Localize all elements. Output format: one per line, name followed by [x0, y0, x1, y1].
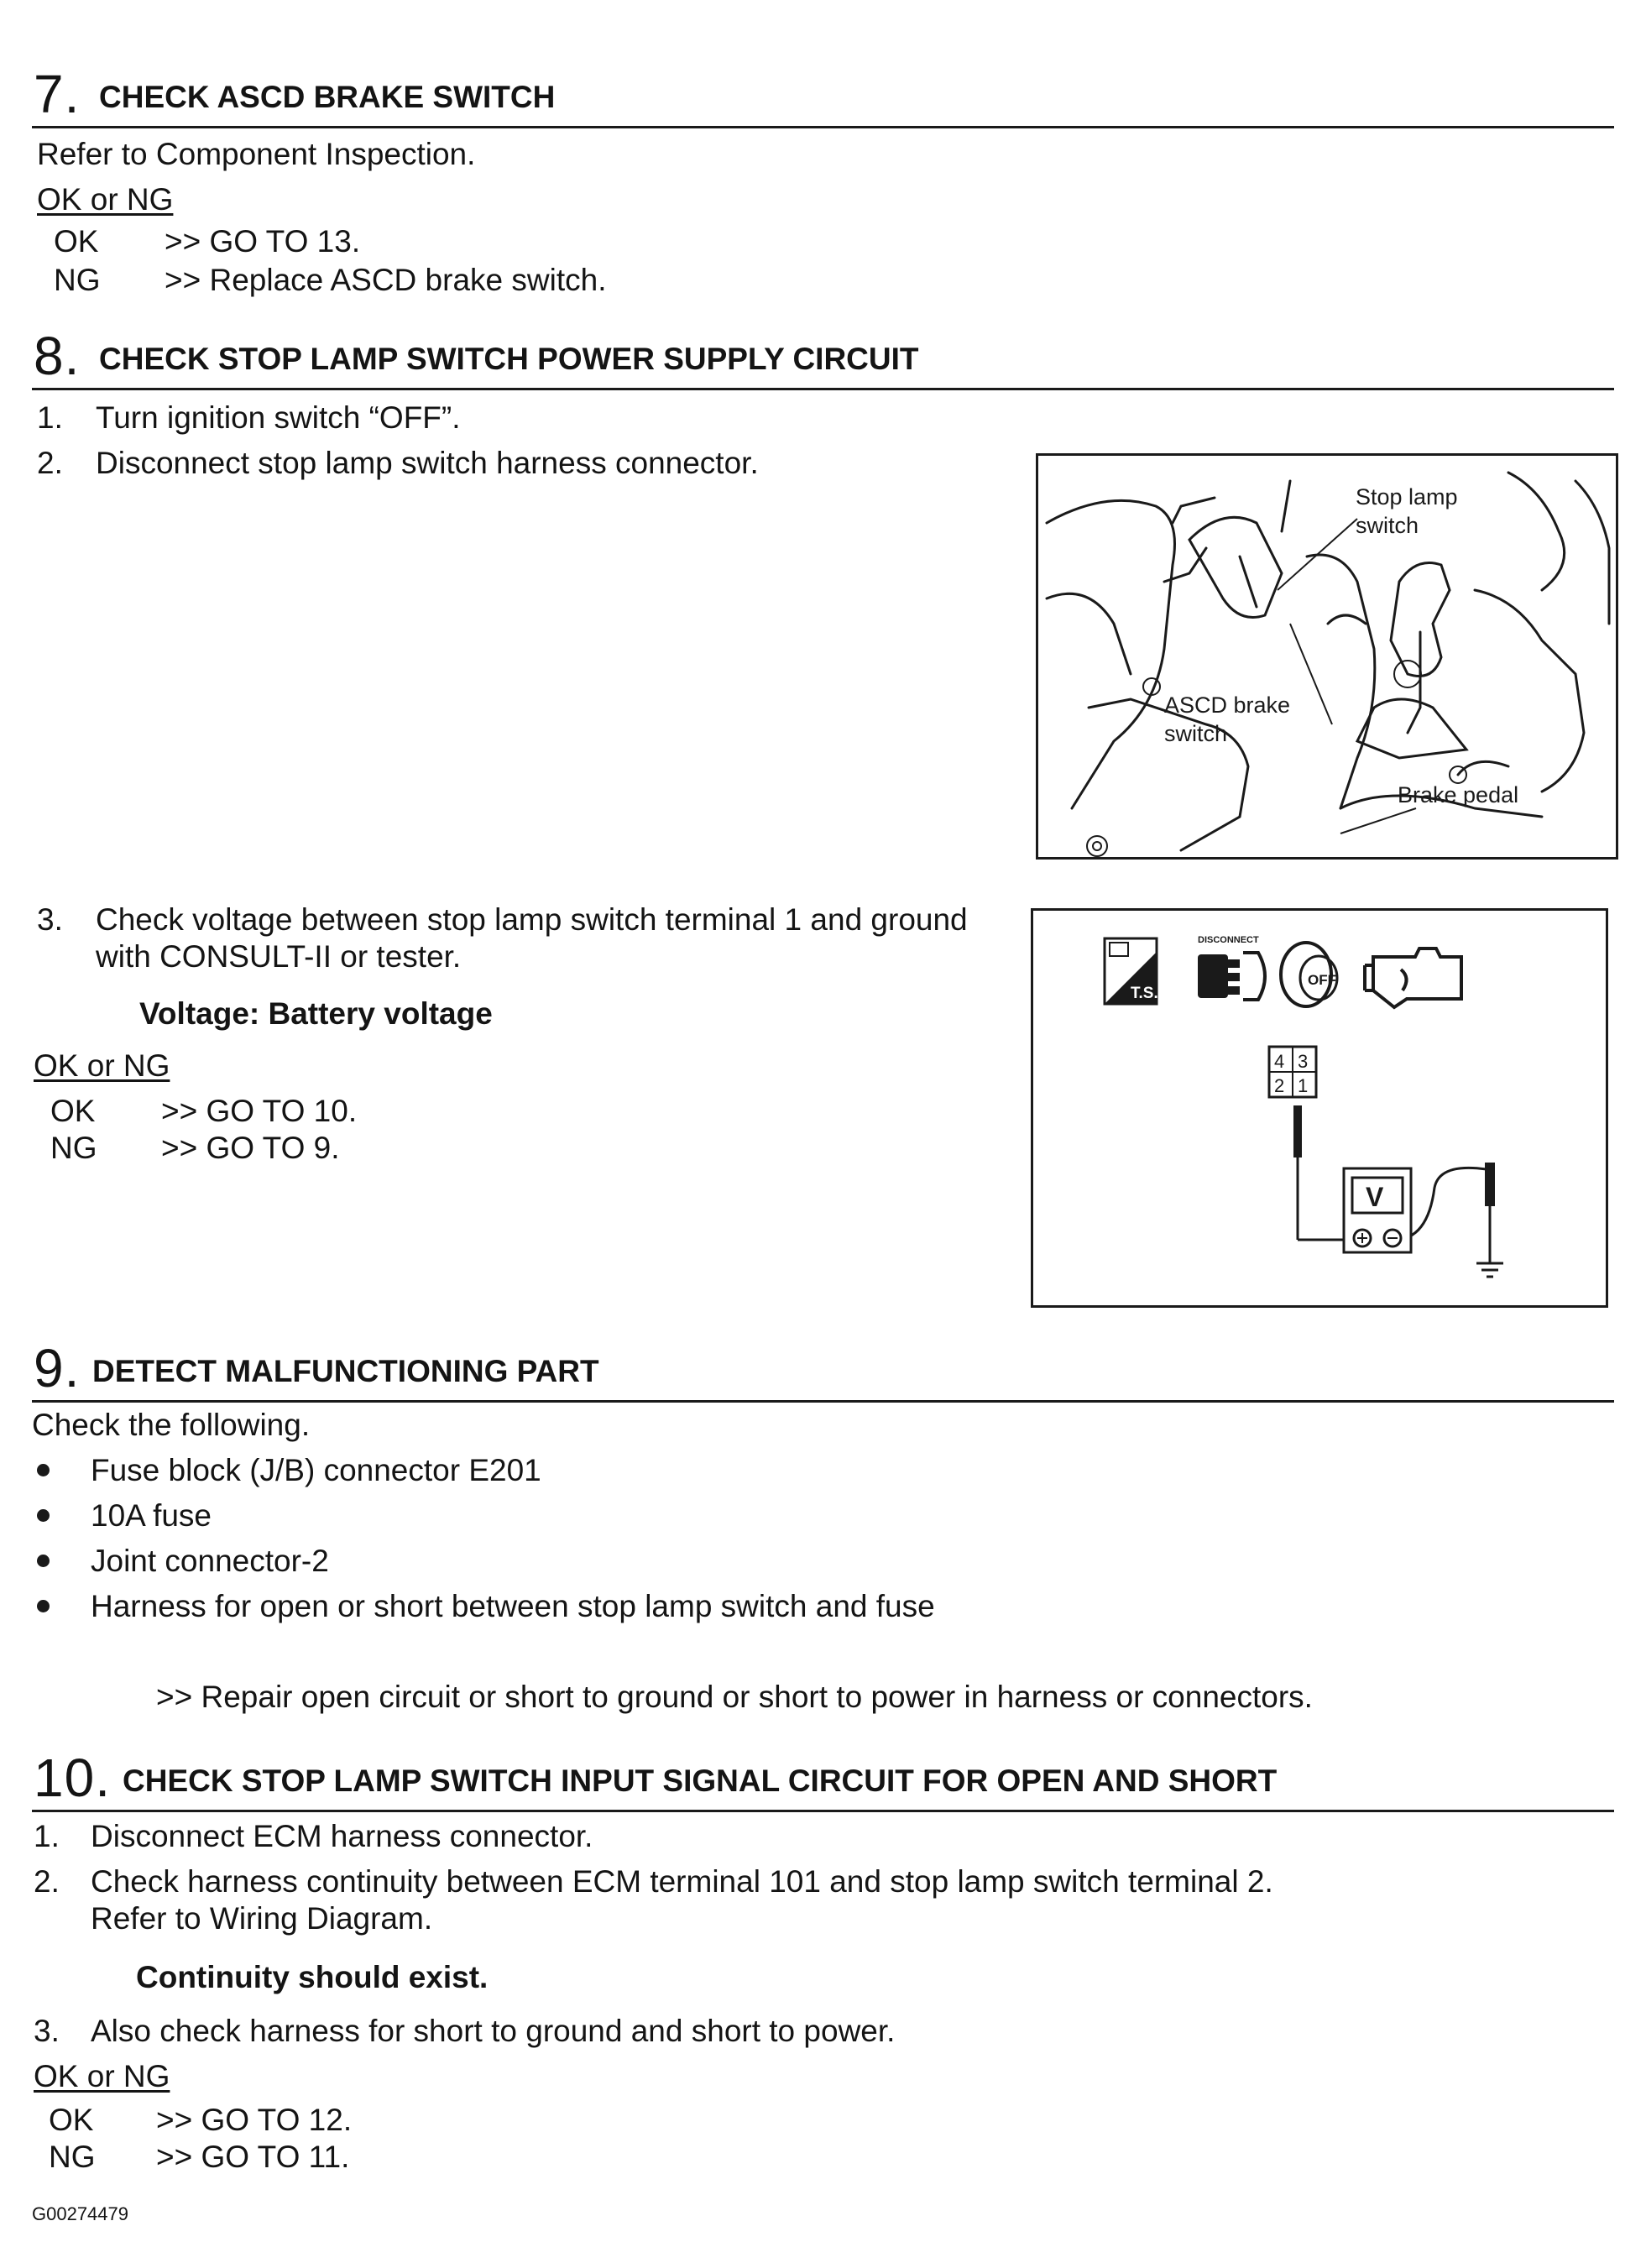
ok-action: >> GO TO 12. [156, 2103, 353, 2137]
section-10-header [32, 1734, 1614, 1812]
step-text: Disconnect ECM harness connector. [91, 1819, 593, 1853]
section-title: DETECT MALFUNCTIONING PART [92, 1354, 599, 1388]
disconnect-icon [1198, 935, 1265, 1000]
ok-action: >> GO TO 10. [161, 1094, 358, 1128]
stop-lamp-label-line1: Stop lamp [1356, 484, 1458, 510]
step-text: Check voltage between stop lamp switch terminal 1 and ground [96, 902, 968, 937]
section-number: 9. [34, 1338, 81, 1398]
ng-key: NG [49, 2140, 96, 2174]
section-title: CHECK ASCD BRAKE SWITCH [99, 80, 556, 114]
voltmeter-label: V [1366, 1182, 1384, 1212]
voltage-spec: Voltage: Battery voltage [139, 996, 493, 1031]
ng-action: >> GO TO 11. [156, 2140, 350, 2174]
step-text-continued: Refer to Wiring Diagram. [91, 1901, 433, 1936]
check-item: Harness for open or short between stop lamp switch and fuse [91, 1589, 935, 1623]
step-text: Also check harness for short to ground and short to power. [91, 2014, 896, 2048]
step-number: 3. [37, 902, 63, 937]
brake-pedal-drawing [1038, 456, 1616, 857]
brake-pedal-label: Brake pedal [1398, 782, 1519, 807]
repair-action: >> Repair open circuit or short to ground or short to power in harness or connectors. [156, 1680, 1313, 1714]
check-item: 10A fuse [91, 1498, 212, 1533]
test-icon [1105, 938, 1158, 1004]
ts-label: T.S. [1131, 985, 1158, 1002]
brake-pedal-illustration [1036, 453, 1618, 860]
disconnect-label: DISCONNECT [1198, 935, 1259, 945]
pin-2: 2 [1274, 1075, 1285, 1096]
pin-3: 3 [1298, 1051, 1309, 1072]
ignition-off-icon [1281, 943, 1337, 1006]
voltage-check-drawing [1033, 911, 1606, 1305]
step-text: Check harness continuity between ECM terminal 101 and stop lamp switch terminal 2. [91, 1864, 1273, 1899]
section-number: 10. [34, 1748, 111, 1808]
step-number: 3. [34, 2014, 60, 2048]
stop-lamp-label-line2: switch [1356, 513, 1419, 538]
pin-1: 1 [1298, 1075, 1309, 1096]
section-7-header [32, 50, 1614, 128]
section-9-intro: Check the following. [32, 1408, 311, 1442]
section-title: CHECK STOP LAMP SWITCH POWER SUPPLY CIRCUIT [99, 342, 919, 376]
pin-4: 4 [1274, 1051, 1285, 1072]
off-label: OFF [1308, 972, 1336, 988]
section-number: 7. [34, 64, 81, 124]
ok-action: >> GO TO 13. [165, 224, 361, 259]
step-number: 2. [34, 1864, 60, 1899]
section-9-header [32, 1325, 1614, 1403]
ascd-brake-label-line1: ASCD brake [1164, 692, 1291, 718]
step-number: 1. [34, 1819, 60, 1853]
ok-or-ng-label: OK or NG [34, 1048, 170, 1083]
document-code: G00274479 [32, 2203, 128, 2224]
section-7-text: Refer to Component Inspection. [37, 137, 476, 171]
bullet-marker [37, 1555, 50, 1567]
bullet-marker [37, 1600, 50, 1612]
check-item: Fuse block (J/B) connector E201 [91, 1453, 541, 1487]
check-item: Joint connector-2 [91, 1544, 329, 1578]
section-number: 8. [34, 326, 81, 386]
ok-or-ng-label: OK or NG [37, 182, 174, 217]
continuity-spec: Continuity should exist. [136, 1960, 489, 1994]
ok-key: OK [54, 224, 99, 259]
voltmeter [1344, 1168, 1411, 1252]
step-text: Disconnect stop lamp switch harness connector. [96, 446, 759, 480]
step-text-continued: with CONSULT-II or tester. [96, 939, 462, 974]
section-title: CHECK STOP LAMP SWITCH INPUT SIGNAL CIRCUIT FOR OPEN AND SHORT [123, 1764, 1278, 1798]
ng-action: >> Replace ASCD brake switch. [165, 263, 607, 297]
engine-icon [1365, 948, 1461, 1007]
step-number: 1. [37, 400, 63, 435]
ok-key: OK [49, 2103, 94, 2137]
bullet-marker [37, 1464, 50, 1476]
bullet-marker [37, 1509, 50, 1522]
harness-connector [1269, 1047, 1316, 1097]
ok-key: OK [50, 1094, 96, 1128]
step-text: Turn ignition switch “OFF”. [96, 400, 461, 435]
ng-key: NG [50, 1131, 97, 1165]
ng-action: >> GO TO 9. [161, 1131, 340, 1165]
ng-key: NG [54, 263, 101, 297]
ascd-brake-label-line2: switch [1164, 721, 1228, 746]
ok-or-ng-label: OK or NG [34, 2059, 170, 2093]
step-number: 2. [37, 446, 63, 480]
voltage-check-diagram [1031, 908, 1608, 1308]
section-8-header [32, 312, 1614, 390]
